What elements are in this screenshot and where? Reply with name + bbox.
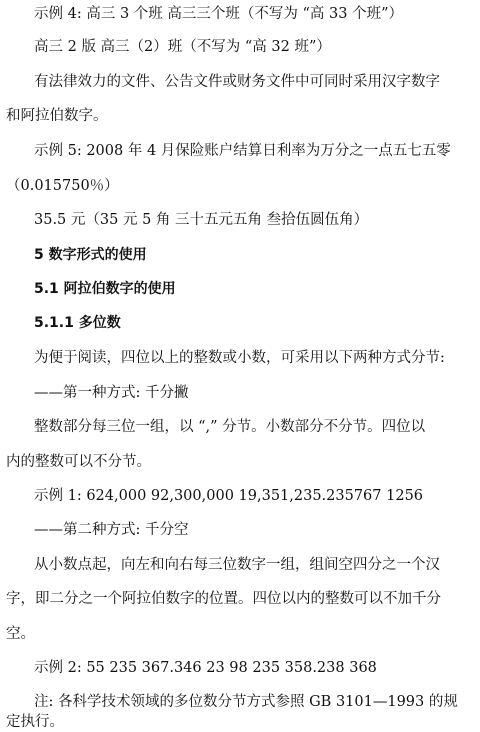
paragraph-line: 和阿拉伯数字。 [6, 108, 108, 124]
paragraph-line: 从小数点起，向左和向右每三位数字一组，组间空四分之一个汉 [34, 557, 440, 573]
section-heading-5-1-1: 5.1.1 多位数 [34, 315, 121, 331]
paragraph-line: 内的整数可以不分节。 [6, 454, 151, 470]
paragraph-line: 整数部分每三位一组，以 “,” 分节。小数部分不分节。四位以 [34, 419, 426, 435]
example-4-second-line: 高三 2 版 高三（2）班（不写为 “高 32 班”） [34, 39, 331, 55]
note-continued: 定执行。 [6, 714, 64, 730]
method-two-label: ——第二种方式: 千分空 [34, 522, 189, 538]
example-5-continued: （0.015750％） [6, 178, 119, 194]
example-5-second-line: 35.5 元（35 元 5 角 三十五元五角 叁拾伍圆伍角） [34, 212, 369, 228]
method-one-label: ——第一种方式: 千分撇 [34, 385, 189, 401]
paragraph-line: 有法律效力的文件、公告文件或财务文件中可同时采用汉字数字 [34, 74, 440, 90]
section-heading-5-1: 5.1 阿拉伯数字的使用 [34, 281, 176, 297]
example-2-line: 示例 2: 55 235 367.346 23 98 235 358.238 368 [34, 660, 377, 676]
paragraph-line: 为便于阅读，四位以上的整数或小数，可采用以下两种方式分节: [34, 350, 445, 366]
section-heading-5: 5 数字形式的使用 [34, 247, 147, 263]
paragraph-line: 字，即二分之一个阿拉伯数字的位置。四位以内的整数可以不加千分 [6, 591, 441, 607]
paragraph-line: 空。 [6, 626, 35, 642]
example-4-line: 示例 4: 高三 3 个班 高三三个班（不写为 “高 33 个班”） [34, 6, 403, 22]
note-line: 注: 各科学技术领域的多位数分节方式参照 GB 3101—1993 的规 [34, 694, 458, 710]
example-5-line: 示例 5: 2008 年 4 月保险账户结算日利率为万分之一点五七五零 [34, 143, 451, 159]
example-1-line: 示例 1: 624,000 92,300,000 19,351,235.235767 1256 [34, 488, 424, 504]
